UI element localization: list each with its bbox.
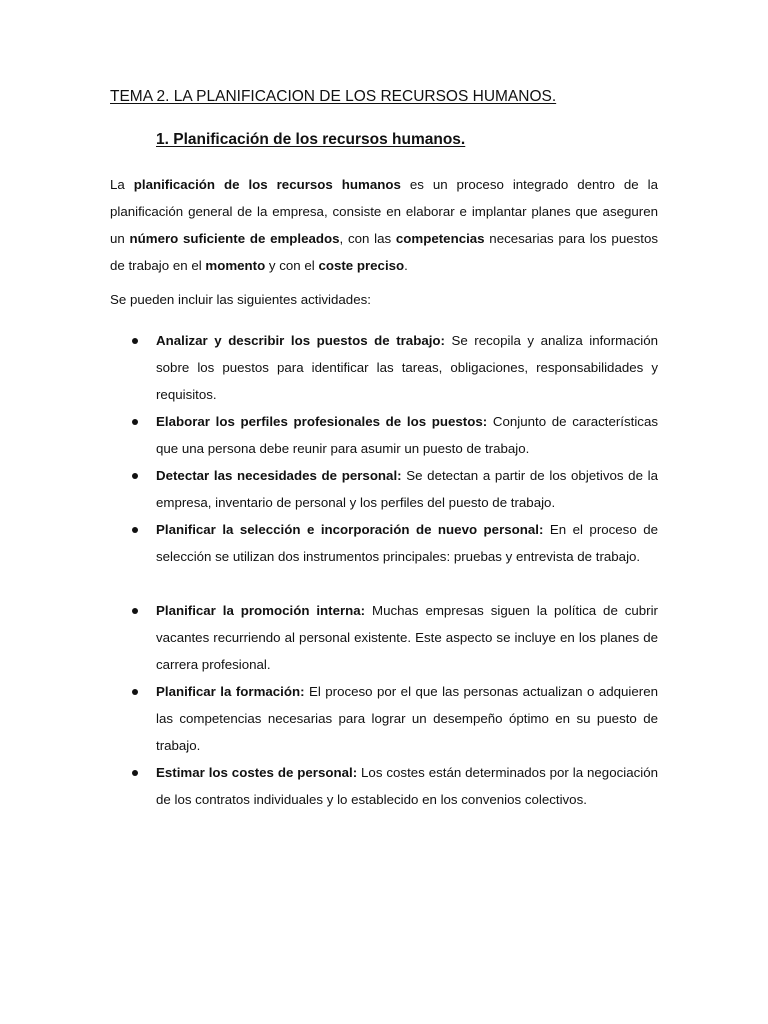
list-item-promocion-interna bbox=[156, 597, 658, 678]
intro-text: . bbox=[404, 258, 408, 273]
activity-term: Planificar la promoción interna: bbox=[156, 603, 366, 618]
activity-text: El proceso por el que las personas actualizan o adquieren las competencias necesarias para lograr un desempeño óptimo en su puesto de trabajo. bbox=[156, 684, 658, 753]
bullet-icon bbox=[132, 689, 138, 695]
intro-bold-term: número suficiente de empleados bbox=[129, 231, 340, 246]
activity-term: Analizar y describir los puestos de trabajo: bbox=[156, 333, 445, 348]
bullet-icon bbox=[132, 770, 138, 776]
list-item-formacion bbox=[156, 678, 658, 759]
activity-term: Detectar las necesidades de personal: bbox=[156, 468, 402, 483]
activity-text: En el proceso de selección se utilizan dos instrumentos principales: pruebas y entrevista de trabajo. bbox=[156, 522, 658, 564]
intro-bold-term: planificación de los recursos humanos bbox=[133, 177, 401, 192]
intro-paragraph bbox=[110, 171, 658, 279]
activities-lead: Se pueden incluir las siguientes actividades: bbox=[110, 292, 371, 307]
intro-bold-term: momento bbox=[205, 258, 266, 273]
list-item-costes-personal bbox=[156, 759, 658, 813]
intro-text: es un proceso integrado dentro de la planificación general de la empresa, consiste en elaborar e implantar planes que aseguren un bbox=[110, 177, 658, 246]
bullet-icon bbox=[132, 608, 138, 614]
intro-text: necesarias para los puestos de trabajo en el bbox=[110, 231, 658, 273]
intro-bold-term: coste preciso bbox=[318, 258, 405, 273]
intro-text: La bbox=[110, 177, 134, 192]
activity-text: Muchas empresas siguen la política de cubrir vacantes recurriendo al personal existente. Este aspecto se incluye en los planes de carrera profesional. bbox=[156, 603, 658, 672]
bullet-icon bbox=[132, 338, 138, 344]
activity-term: Estimar los costes de personal: bbox=[156, 765, 358, 780]
activity-term: Elaborar los perfiles profesionales de los puestos: bbox=[156, 414, 488, 429]
bullet-icon bbox=[132, 473, 138, 479]
list-item-seleccion-incorporacion bbox=[156, 516, 658, 570]
activity-text: Los costes están determinados por la negociación de los contratos individuales y lo establecido en los convenios colectivos. bbox=[156, 765, 658, 807]
activity-text: Se detectan a partir de los objetivos de la empresa, inventario de personal y los perfiles del puesto de trabajo. bbox=[156, 468, 658, 510]
list-item-analizar-puestos bbox=[156, 327, 658, 408]
activity-text: Conjunto de características que una persona debe reunir para asumir un puesto de trabajo. bbox=[156, 414, 658, 456]
bullet-icon bbox=[132, 527, 138, 533]
list-item-perfiles-profesionales bbox=[156, 408, 658, 462]
activity-term: Planificar la selección e incorporación de nuevo personal: bbox=[156, 522, 544, 537]
bullet-icon bbox=[132, 419, 138, 425]
intro-bold-term: competencias bbox=[395, 231, 485, 246]
intro-text: y con el bbox=[265, 258, 319, 273]
document-title: TEMA 2. LA PLANIFICACION DE LOS RECURSOS HUMANOS. bbox=[110, 88, 557, 105]
activity-term: Planificar la formación: bbox=[156, 684, 305, 699]
section-heading: 1. Planificación de los recursos humanos. bbox=[156, 131, 466, 148]
list-item-necesidades-personal bbox=[156, 462, 658, 516]
intro-text: , con las bbox=[339, 231, 396, 246]
activity-text: Se recopila y analiza información sobre los puestos para identificar las tareas, obligaciones, responsabilidades y requisitos. bbox=[156, 333, 658, 402]
